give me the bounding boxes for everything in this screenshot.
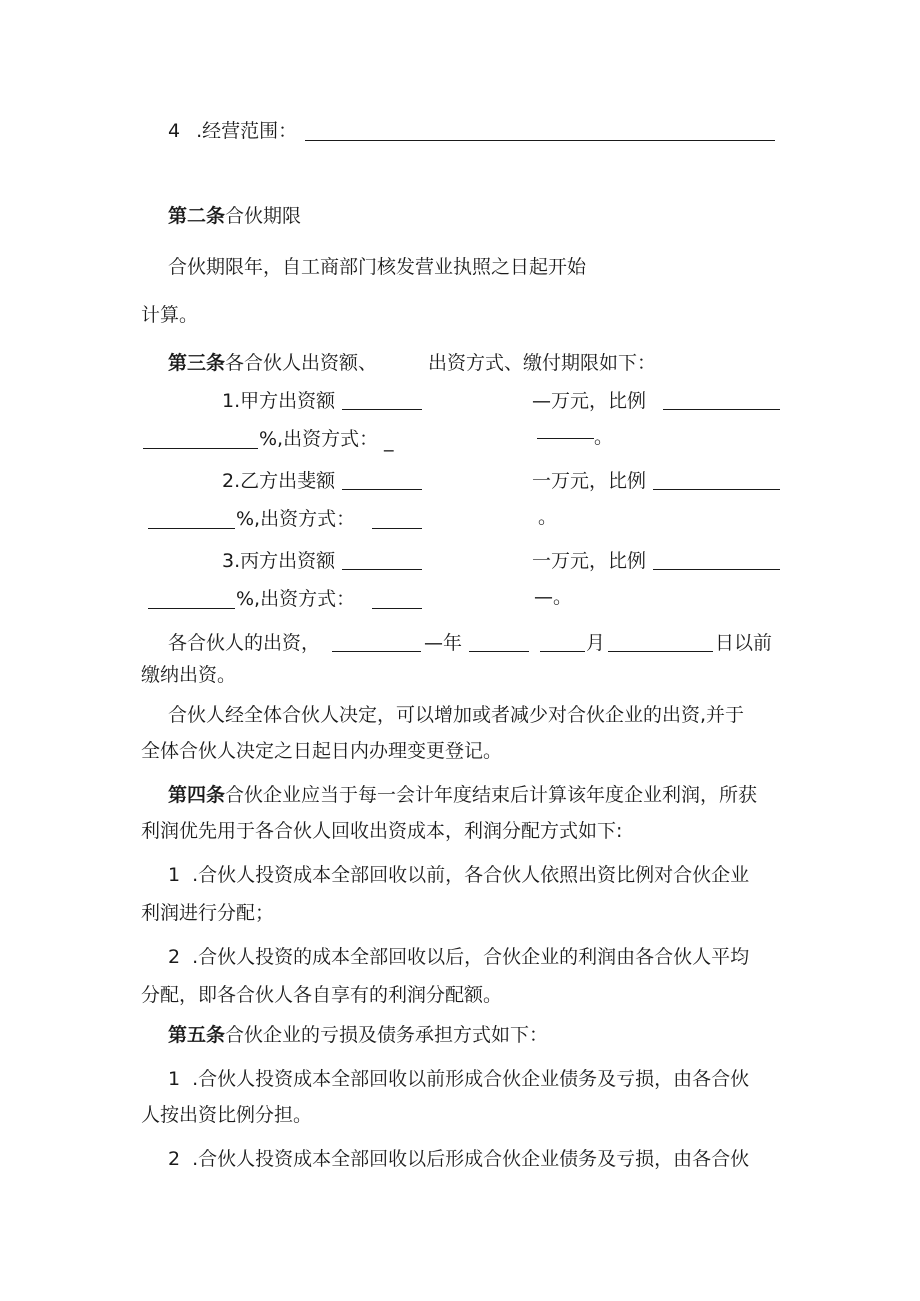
payment-date-blank[interactable]: [332, 651, 421, 652]
article-2-line-2: 计算。: [141, 304, 199, 326]
party-a-pct-blank[interactable]: [143, 448, 258, 449]
article-5-title: 第五条合伙企业的亏损及债务承担方式如下：: [168, 1024, 549, 1046]
item-4-label: .经营范围：: [196, 120, 298, 142]
article-4-heading: 第四条: [168, 784, 226, 806]
party-c-pct-blank[interactable]: [148, 608, 235, 609]
article-2-title: 第二条合伙期限: [168, 205, 302, 227]
party-c-method-blank[interactable]: [372, 608, 422, 609]
item-4: [168, 118, 297, 144]
party-b-label: 2.乙方出斐额: [222, 470, 336, 492]
capital-change-line-1: 合伙人经全体合伙人决定，可以增加或者减少对合伙企业的出资,并于: [168, 704, 745, 726]
party-c-label: 3.丙方出资额: [222, 550, 336, 572]
party-a-label: 1.甲方出资额: [222, 390, 336, 412]
article-2-heading: 第二条: [168, 205, 226, 227]
article-3-heading: 第三条: [168, 352, 226, 374]
party-a-method-label: %,出资方式：: [259, 428, 379, 450]
party-c-end: —。: [534, 586, 573, 608]
article-3-title-2: 出资方式、缴付期限如下：: [428, 352, 657, 374]
payment-prefix: 各合伙人的出资，: [168, 632, 321, 654]
party-a-amount-blank[interactable]: [342, 409, 422, 410]
payment-month: 月: [586, 632, 606, 654]
party-c-amount-blank[interactable]: [342, 569, 422, 570]
party-c-amount-label: 一万元，比例: [532, 550, 647, 572]
item-4-number: 4: [168, 120, 181, 142]
party-a-ratio-blank[interactable]: [663, 409, 780, 410]
party-b-amount-blank[interactable]: [342, 489, 422, 490]
party-a-amount-label: —万元，比例: [532, 390, 647, 412]
article-3-title: 第三条各合伙人出资额、: [168, 352, 378, 374]
article-4-item-2-cont: 分配，即各合伙人各自享有的利润分配额。: [141, 984, 503, 1006]
party-c-method-label: %,出资方式：: [236, 588, 356, 610]
party-a-method-blank[interactable]: [537, 438, 594, 439]
party-a-mark: _: [384, 430, 394, 452]
party-a-end: 。: [594, 426, 614, 448]
article-4-item-2: 2 .合伙人投资的成本全部回收以后，合伙企业的利润由各合伙人平均: [168, 946, 750, 968]
article-4-item-1-cont: 利润进行分配；: [141, 902, 275, 924]
party-b-method-blank[interactable]: [372, 528, 422, 529]
article-4-line-2: 利润优先用于各合伙人回收出资成本，利润分配方式如下:: [141, 820, 623, 842]
article-5-item-2: 2 .合伙人投资成本全部回收以后形成合伙企业债务及亏损，由各合伙: [168, 1148, 750, 1170]
payment-month-blank[interactable]: [540, 651, 585, 652]
payment-year: —年: [424, 632, 463, 654]
article-5-item-1: 1 .合伙人投资成本全部回收以前形成合伙企业债务及亏损，由各合伙: [168, 1068, 750, 1090]
party-b-pct-blank[interactable]: [148, 528, 235, 529]
payment-day: 日以前: [715, 632, 773, 654]
article-4-line-1: 第四条合伙企业应当于每一会计年度结束后计算该年度企业利润，所获: [168, 784, 758, 806]
payment-line-2: 缴纳出资。: [141, 664, 237, 686]
party-b-ratio-blank[interactable]: [653, 489, 780, 490]
payment-day-blank[interactable]: [608, 651, 713, 652]
article-5-item-1-cont: 人按出资比例分担。: [141, 1104, 313, 1126]
payment-year-blank[interactable]: [469, 651, 529, 652]
article-5-heading: 第五条: [168, 1024, 226, 1046]
party-b-method-label: %,出资方式：: [236, 508, 356, 530]
business-scope-blank[interactable]: [305, 140, 775, 141]
article-4-item-1: 1 .合伙人投资成本全部回收以前，各合伙人依照出资比例对合伙企业: [168, 864, 750, 886]
party-b-amount-label: 一万元，比例: [532, 470, 647, 492]
article-2-line-1: 合伙期限年，自工商部门核发营业执照之日起开始: [168, 256, 587, 278]
party-b-end: 。: [538, 506, 558, 528]
capital-change-line-2: 全体合伙人决定之日起日内办理变更登记。: [141, 740, 503, 762]
party-c-ratio-blank[interactable]: [653, 569, 780, 570]
